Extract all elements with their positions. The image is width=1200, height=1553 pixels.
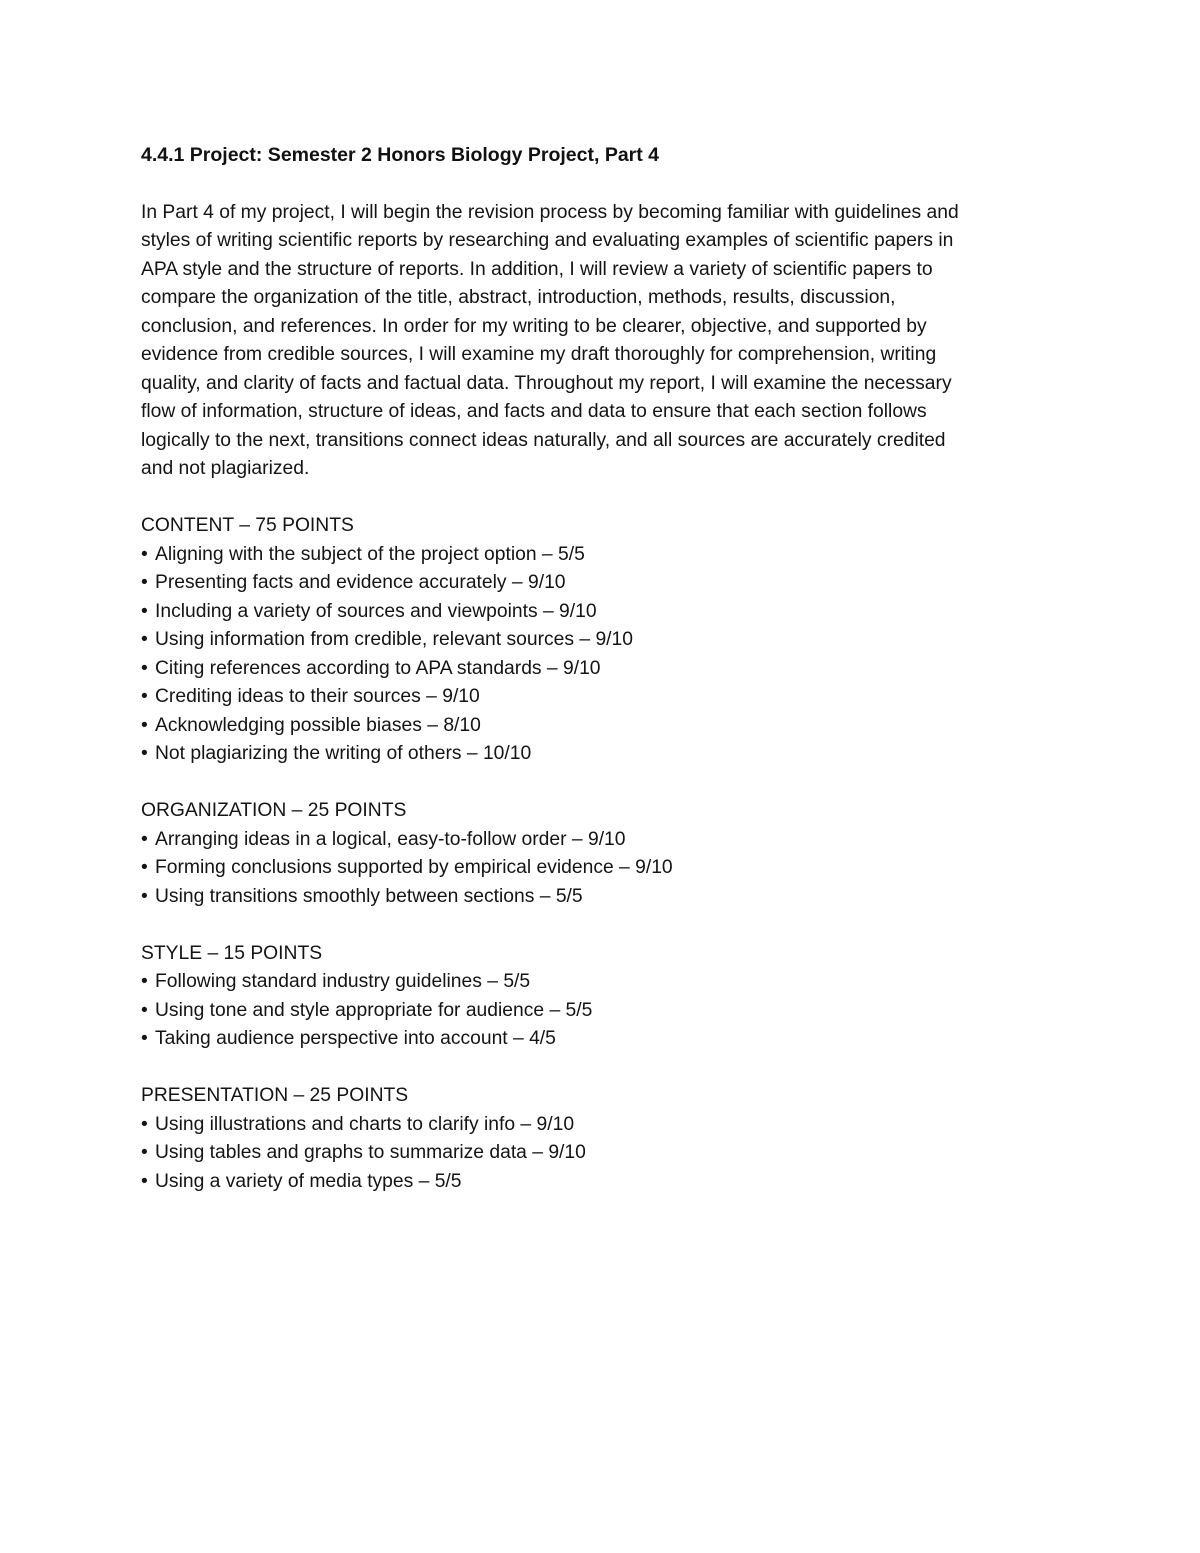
intro-line: and not plagiarized.: [141, 458, 310, 479]
bullet-icon: •: [141, 572, 148, 593]
bullet-icon: •: [141, 999, 148, 1021]
intro-line: APA style and the structure of reports. In addition, I will review a variety of scientific papers to: [141, 258, 933, 280]
bullet-icon: •: [141, 828, 148, 850]
criterion-item: [141, 1168, 1071, 1197]
criterion-item: [141, 541, 1071, 570]
document-page: [141, 141, 1071, 1225]
criterion-text: Citing references according to APA standards – 9/10: [155, 657, 601, 679]
criteria-list: [141, 541, 1071, 769]
bullet-icon: •: [141, 600, 148, 622]
criterion-text: Taking audience perspective into account – 4/5: [155, 1028, 556, 1049]
intro-line: flow of information, structure of ideas, and facts and data to ensure that each section follows: [141, 401, 927, 422]
intro-line: quality, and clarity of facts and factual data. Throughout my report, I will examine the necessary: [141, 372, 952, 394]
criteria-list: [141, 1111, 1071, 1197]
rubric-section-organization: [141, 797, 1071, 911]
bullet-icon: •: [141, 657, 148, 679]
intro-line: In Part 4 of my project, I will begin the revision process by becoming familiar with guidelines and: [141, 201, 959, 223]
criterion-text: Including a variety of sources and viewpoints – 9/10: [155, 600, 597, 622]
intro-line: logically to the next, transitions connect ideas naturally, and all sources are accurately credited: [141, 429, 946, 451]
criterion-text: Using tables and graphs to summarize data – 9/10: [155, 1142, 586, 1163]
bullet-icon: •: [141, 971, 148, 992]
criterion-text: Using tone and style appropriate for audience – 5/5: [155, 999, 593, 1021]
rubric-section-content: [141, 512, 1071, 769]
criterion-text: Aligning with the subject of the project option – 5/5: [155, 543, 585, 565]
bullet-icon: •: [141, 1028, 148, 1049]
criterion-text: Using illustrations and charts to clarify info – 9/10: [155, 1113, 575, 1135]
criteria-list: [141, 826, 1071, 912]
criterion-item: [141, 968, 1071, 997]
criterion-text: Using information from credible, relevant sources – 9/10: [155, 629, 633, 650]
rubric-section-presentation: [141, 1082, 1071, 1196]
criterion-text: Using a variety of media types – 5/5: [155, 1170, 462, 1192]
criterion-item: [141, 997, 1071, 1026]
bullet-icon: •: [141, 885, 148, 907]
intro-paragraph: [141, 199, 1071, 484]
bullet-icon: •: [141, 1170, 148, 1192]
criterion-text: Forming conclusions supported by empirical evidence – 9/10: [155, 857, 673, 878]
criterion-text: Arranging ideas in a logical, easy-to-follow order – 9/10: [155, 828, 626, 850]
document-title: 4.4.1 Project: Semester 2 Honors Biology Project, Part 4: [141, 144, 660, 166]
bullet-icon: •: [141, 629, 148, 650]
intro-line: styles of writing scientific reports by researching and evaluating examples of scientific papers in: [141, 230, 954, 251]
rubric-section-style: [141, 940, 1071, 1054]
criterion-item: [141, 598, 1071, 627]
criterion-text: Crediting ideas to their sources – 9/10: [155, 686, 480, 707]
criterion-item: [141, 1139, 1071, 1168]
criterion-item: [141, 712, 1071, 741]
bullet-icon: •: [141, 743, 148, 764]
criterion-text: Following standard industry guidelines – 5/5: [155, 971, 531, 992]
criterion-text: Not plagiarizing the writing of others – 10/10: [155, 743, 532, 764]
section-heading: ORGANIZATION – 25 POINTS: [141, 800, 407, 821]
criterion-item: [141, 569, 1071, 598]
criterion-item: [141, 826, 1071, 855]
criterion-item: [141, 854, 1071, 883]
criterion-text: Acknowledging possible biases – 8/10: [155, 714, 481, 736]
bullet-icon: •: [141, 1113, 148, 1135]
intro-line: evidence from credible sources, I will examine my draft thoroughly for comprehension, writing: [141, 344, 937, 365]
criteria-list: [141, 968, 1071, 1054]
criterion-item: [141, 626, 1071, 655]
bullet-icon: •: [141, 686, 148, 707]
intro-line: compare the organization of the title, abstract, introduction, methods, results, discussion,: [141, 287, 896, 308]
bullet-icon: •: [141, 857, 148, 878]
criterion-text: Presenting facts and evidence accurately – 9/10: [155, 572, 566, 593]
criterion-item: [141, 655, 1071, 684]
bullet-icon: •: [141, 1142, 148, 1163]
criterion-item: [141, 883, 1071, 912]
criterion-item: [141, 683, 1071, 712]
criterion-item: [141, 1111, 1071, 1140]
criterion-item: [141, 1025, 1071, 1054]
section-heading: CONTENT – 75 POINTS: [141, 515, 354, 536]
bullet-icon: •: [141, 714, 148, 736]
criterion-item: [141, 740, 1071, 769]
criterion-text: Using transitions smoothly between sections – 5/5: [155, 885, 583, 907]
section-heading: PRESENTATION – 25 POINTS: [141, 1085, 409, 1106]
bullet-icon: •: [141, 543, 148, 565]
section-heading: STYLE – 15 POINTS: [141, 942, 323, 964]
intro-line: conclusion, and references. In order for my writing to be clearer, objective, and supported by: [141, 315, 927, 337]
